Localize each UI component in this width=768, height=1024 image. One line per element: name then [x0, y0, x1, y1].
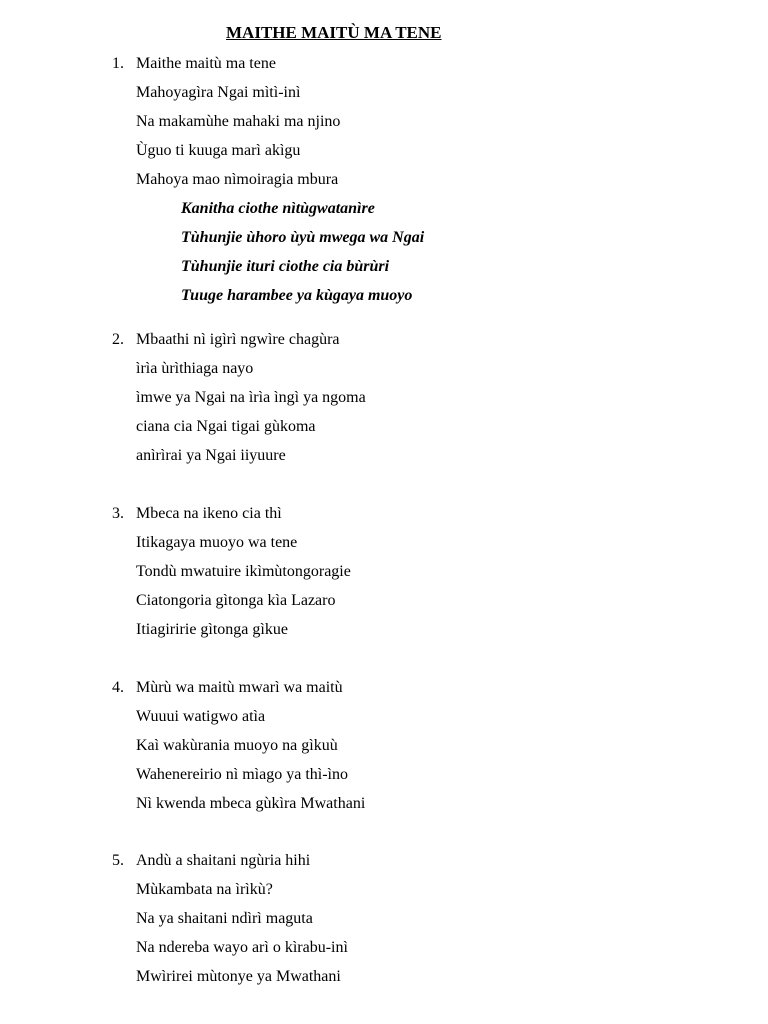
verse-line: Mahoya mao nìmoiragia mbura — [136, 171, 339, 188]
chorus-line: Kanitha ciothe nìtùgwatanìre — [181, 200, 375, 217]
verse-line: Nì kwenda mbeca gùkìra Mwathani — [136, 795, 366, 812]
chorus — [181, 194, 712, 310]
verse-line: Itikagaya muoyo wa tene — [136, 534, 298, 551]
verse-number: 3. — [112, 505, 124, 522]
verse-number: 5. — [112, 852, 124, 869]
verse-line: Mùrù wa maitù mwarì wa maitù — [136, 679, 343, 696]
chorus-line: Tuuge harambee ya kùgaya muoyo — [181, 287, 413, 304]
verse-line: anìrìrai ya Ngai iiyuure — [136, 447, 286, 464]
chorus-line: Tùhunjie ùhoro ùyù mwega wa Ngai — [181, 229, 425, 246]
verse-line: Mùkambata na ìrìkù? — [136, 881, 273, 898]
verse-4 — [112, 673, 712, 818]
verse-line: Mwìrirei mùtonye ya Mwathani — [136, 968, 341, 985]
verse-line: Kaì wakùrania muoyo na gìkuù — [136, 737, 338, 754]
verse-line: Mahoyagìra Ngai mìtì-inì — [136, 84, 301, 101]
verse-line: Na ndereba wayo arì o kìrabu-inì — [136, 939, 348, 956]
verse-number: 4. — [112, 679, 124, 696]
verse-line: Mbaathi nì igìrì ngwìre chagùra — [136, 331, 340, 348]
verse-number: 1. — [112, 55, 124, 72]
verse-line: Wahenereirio nì mìago ya thì-ìno — [136, 766, 348, 783]
verse-5 — [112, 846, 712, 991]
verse-line: Tondù mwatuire ikìmùtongoragie — [136, 563, 351, 580]
verse-line: Maithe maitù ma tene — [136, 55, 276, 72]
verse-line: Na ya shaitani ndìrì maguta — [136, 910, 313, 927]
verse-line: Andù a shaitani ngùria hihi — [136, 852, 311, 869]
verse-line: Mbeca na ikeno cia thì — [136, 505, 282, 522]
verse-line: ìmwe ya Ngai na ìrìa ìngì ya ngoma — [136, 389, 366, 406]
verse-number: 2. — [112, 331, 124, 348]
verse-line: Ciatongoria gìtonga kìa Lazaro — [136, 592, 336, 609]
chorus-line: Tùhunjie ituri ciothe cia bùrùri — [181, 258, 390, 275]
verse-line: Wuuui watigwo atìa — [136, 708, 266, 725]
verse-1 — [112, 49, 712, 310]
verse-line: Itiagiririe gìtonga gìkue — [136, 621, 288, 638]
page-title: MAITHE MAITÙ MA TENE — [226, 23, 442, 42]
verse-2 — [112, 325, 712, 470]
verse-line: Ùguo ti kuuga marì akìgu — [136, 142, 301, 159]
verse-line: Na makamùhe mahaki ma njino — [136, 113, 341, 130]
verse-line: ìrìa ùrìthiaga nayo — [136, 360, 254, 377]
verse-line: ciana cia Ngai tigai gùkoma — [136, 418, 316, 435]
verse-3 — [112, 499, 712, 644]
